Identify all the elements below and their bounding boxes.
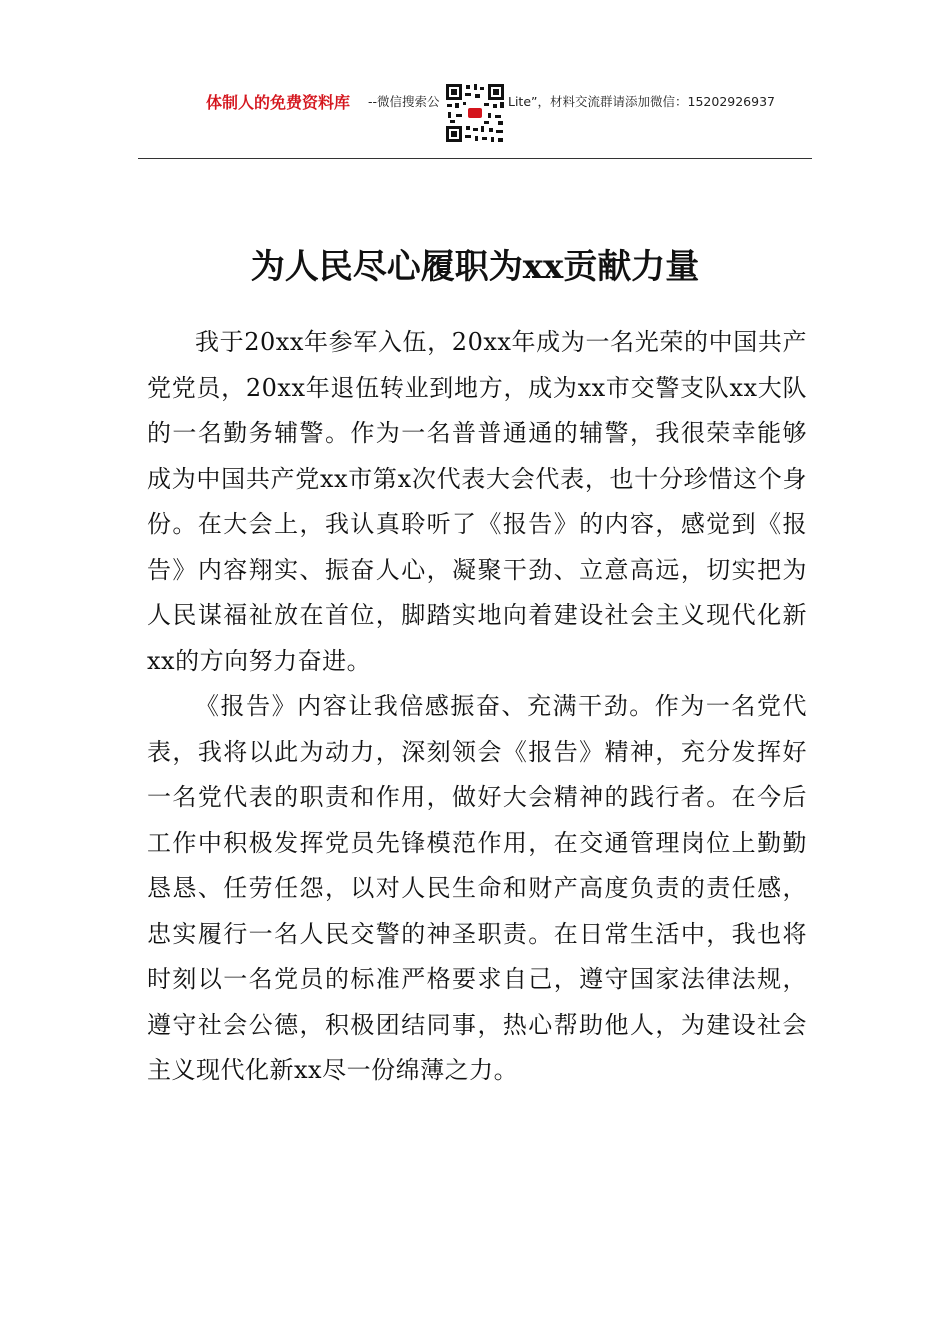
header-promo-text-right: Lite”，材料交流群请添加微信：15202926937: [508, 94, 775, 109]
header-divider: [138, 158, 812, 159]
document-title: 为人民尽心履职为xx贡献力量: [250, 246, 700, 287]
document-body: [147, 320, 807, 1094]
paragraph: 我于20xx年参军入伍，20xx年成为一名光荣的中国共产党党员，20xx年退伍转业到地方，成为xx市交警支队xx大队的一名勤务辅警。作为一名普普通通的辅警，我很荣幸能够成为中国共产党xx市第x次代表大会代表，也十分珍惜这个身份。在大会上，我认真聆听了《报告》的内容，感觉到《报告》内容翔实、振奋人心，凝聚干劲、立意高远，切实把为人民谋福祉放在首位，脚踏实地向着建设社会主义现代化新xx的方向努力奋进。: [147, 328, 807, 675]
header-promo-text-left: --微信搜索公: [368, 94, 440, 109]
paragraph: 《报告》内容让我倍感振奋、充满干劲。作为一名党代表，我将以此为动力，深刻领会《报告》精神，充分发挥好一名党代表的职责和作用，做好大会精神的践行者。在今后工作中积极发挥党员先锋模范作用，在交通管理岗位上勤勤恳恳、任劳任怨，以对人民生命和财产高度负责的责任感，忠实履行一名人民交警的神圣职责。在日常生活中，我也将时刻以一名党员的标准严格要求自己，遵守国家法律法规，遵守社会公德，积极团结同事，热心帮助他人，为建设社会主义现代化新xx尽一份绵薄之力。: [147, 692, 807, 1084]
qr-code-icon: [444, 82, 506, 144]
header-brand-text: 体制人的免费资料库: [206, 93, 351, 112]
page-header: [138, 78, 812, 148]
